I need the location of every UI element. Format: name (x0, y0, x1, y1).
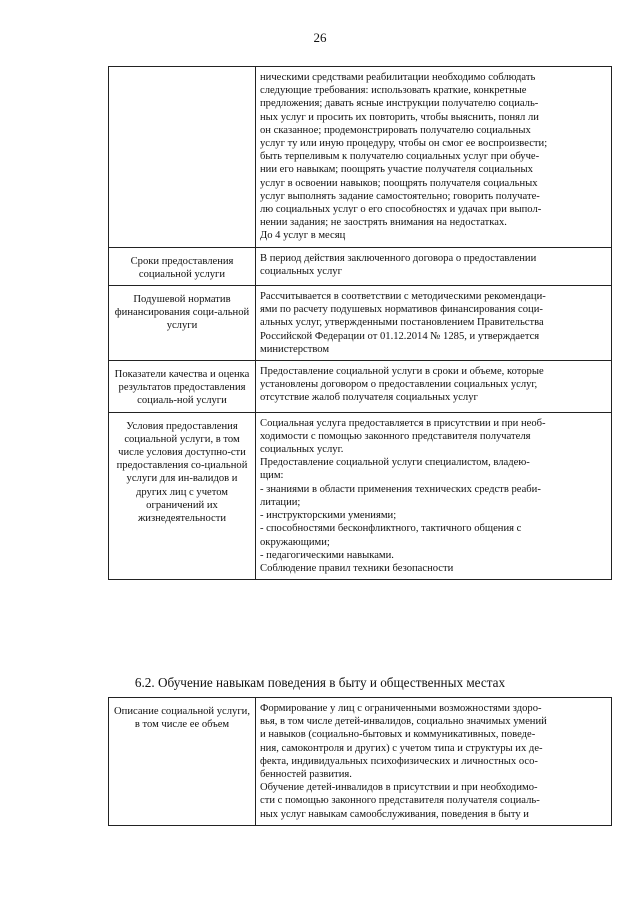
text-line: быть терпеливым к получателю социальных услуг при обуче- (260, 151, 540, 163)
text-line: сти с помощью законного представителя получателя социаль- (260, 795, 540, 807)
row-label (109, 67, 256, 248)
table-row (109, 247, 612, 285)
row-text (256, 67, 612, 248)
text-line: он сказанное; продемонстрировать получателю социальных (260, 124, 531, 136)
page-number: 26 (313, 30, 327, 45)
text-line: - педагогическими навыками. (260, 549, 394, 561)
text-line: Предоставление социальной услуги специалистом, владею- (260, 457, 530, 469)
text-line: услуг ту или иную процедуру, чтобы он смог ее воспроизвести; (260, 138, 548, 150)
text-line: социальных услуг (260, 265, 342, 277)
text-line: Формирование у лиц с ограниченными возможностями здоро- (260, 703, 542, 714)
text-line: Предоставление социальной услуги в сроки и объеме, которые (260, 366, 544, 378)
table-row (109, 698, 612, 826)
text-line: предложения; давать ясные инструкции получателю социаль- (260, 98, 539, 110)
text-line: и навыков (социально-бытовых и коммуникативных, поведе- (260, 729, 536, 741)
text-line: щим: (260, 470, 284, 482)
text-line: В период действия заключенного договора о предоставлении (260, 252, 537, 264)
text-line: Соблюдение правил техники безопасности (260, 562, 454, 574)
text-line: Рассчитывается в соответствии с методическими рекомендаци- (260, 291, 546, 303)
text-line: ническими средствами реабилитации необходимо соблюдать (260, 72, 536, 83)
text-line: ния, самоконтроля и других) с учетом типа и структуры их де- (260, 742, 543, 754)
row-text (256, 412, 612, 579)
text-line: ходимости с помощью законного представителя получателя (260, 430, 531, 442)
text-line: социальных услуг. (260, 444, 344, 456)
text-line: отсутствие жалоб получателя социальных услуг (260, 392, 478, 404)
section-title: 6.2. Обучение навыкам поведения в быту и общественных местах (134, 675, 506, 690)
row-text (256, 247, 612, 285)
row-text (256, 698, 612, 826)
row-label: Описание социальной услуги, в том числе ее объем (109, 698, 256, 826)
text-line: услуг в освоении навыков; поощрять получателя социальных (260, 177, 538, 189)
text-line: - инструкторскими умениями; (260, 510, 397, 522)
text-line: окружающими; (260, 536, 330, 548)
text-line: До 4 услуг в месяц (260, 230, 346, 242)
table-row (109, 67, 612, 248)
table-row (109, 361, 612, 413)
text-line: Обучение детей-инвалидов в присутствии и при необходимо- (260, 782, 538, 794)
text-line: установлены договором о предоставлении социальных услуг, (260, 379, 538, 391)
text-line: лю социальных услуг о его способностях и удачах при выпол- (260, 204, 542, 216)
services-table (108, 66, 612, 580)
row-text (256, 286, 612, 361)
text-line: следующие требования: использовать краткие, конкретные (260, 85, 527, 97)
text-line: нии его навыкам; поощрять участие получателя социальных (260, 164, 533, 176)
text-line: литации; (260, 496, 301, 508)
row-text (256, 361, 612, 413)
table-row (109, 286, 612, 361)
text-line: ями по расчету подушевых нормативов финансирования соци- (260, 304, 543, 316)
text-line: услуг выполнять задание самостоятельно; говорить получате- (260, 190, 540, 202)
row-label: Сроки предоставления социальной услуги (109, 247, 256, 285)
row-label: Показатели качества и оценка результатов предоставления социаль-ной услуги (109, 361, 256, 413)
text-line: Российской Федерации от 01.12.2014 № 1285, и утверждается (260, 330, 540, 342)
text-line: - способностями бесконфликтного, тактичного общения с (260, 523, 522, 535)
table-row (109, 412, 612, 579)
text-line: нении задания; не заострять внимания на недостатках. (260, 217, 507, 229)
text-line: вья, в том числе детей-инвалидов, социально значимых умений (260, 716, 547, 728)
text-line: ных услуг и просить их повторить, чтобы выяснить, понял ли (260, 111, 539, 123)
row-label: Подушевой норматив финансирования соци-альной услуги (109, 286, 256, 361)
row-label: Условия предоставления социальной услуги, в том числе условия доступно-сти предоставления со-циальной услуги для ин-валидов и других лиц с учетом ограничений их жизнедеятельности (109, 412, 256, 579)
service-description-table (108, 697, 612, 826)
text-line: Социальная услуга предоставляется в присутствии и при необ- (260, 417, 546, 429)
text-line: альных услуг, утвержденными постановлением Правительства (260, 317, 544, 329)
text-line: бенностей развития. (260, 769, 352, 781)
text-line: - знаниями в области применения технических средств реаби- (260, 483, 541, 495)
text-line: министерством (260, 343, 330, 355)
text-line: ных услуг навыкам самообслуживания, поведения в быту и (260, 808, 529, 820)
text-line: фекта, индивидуальных психофизических и личностных осо- (260, 755, 538, 767)
